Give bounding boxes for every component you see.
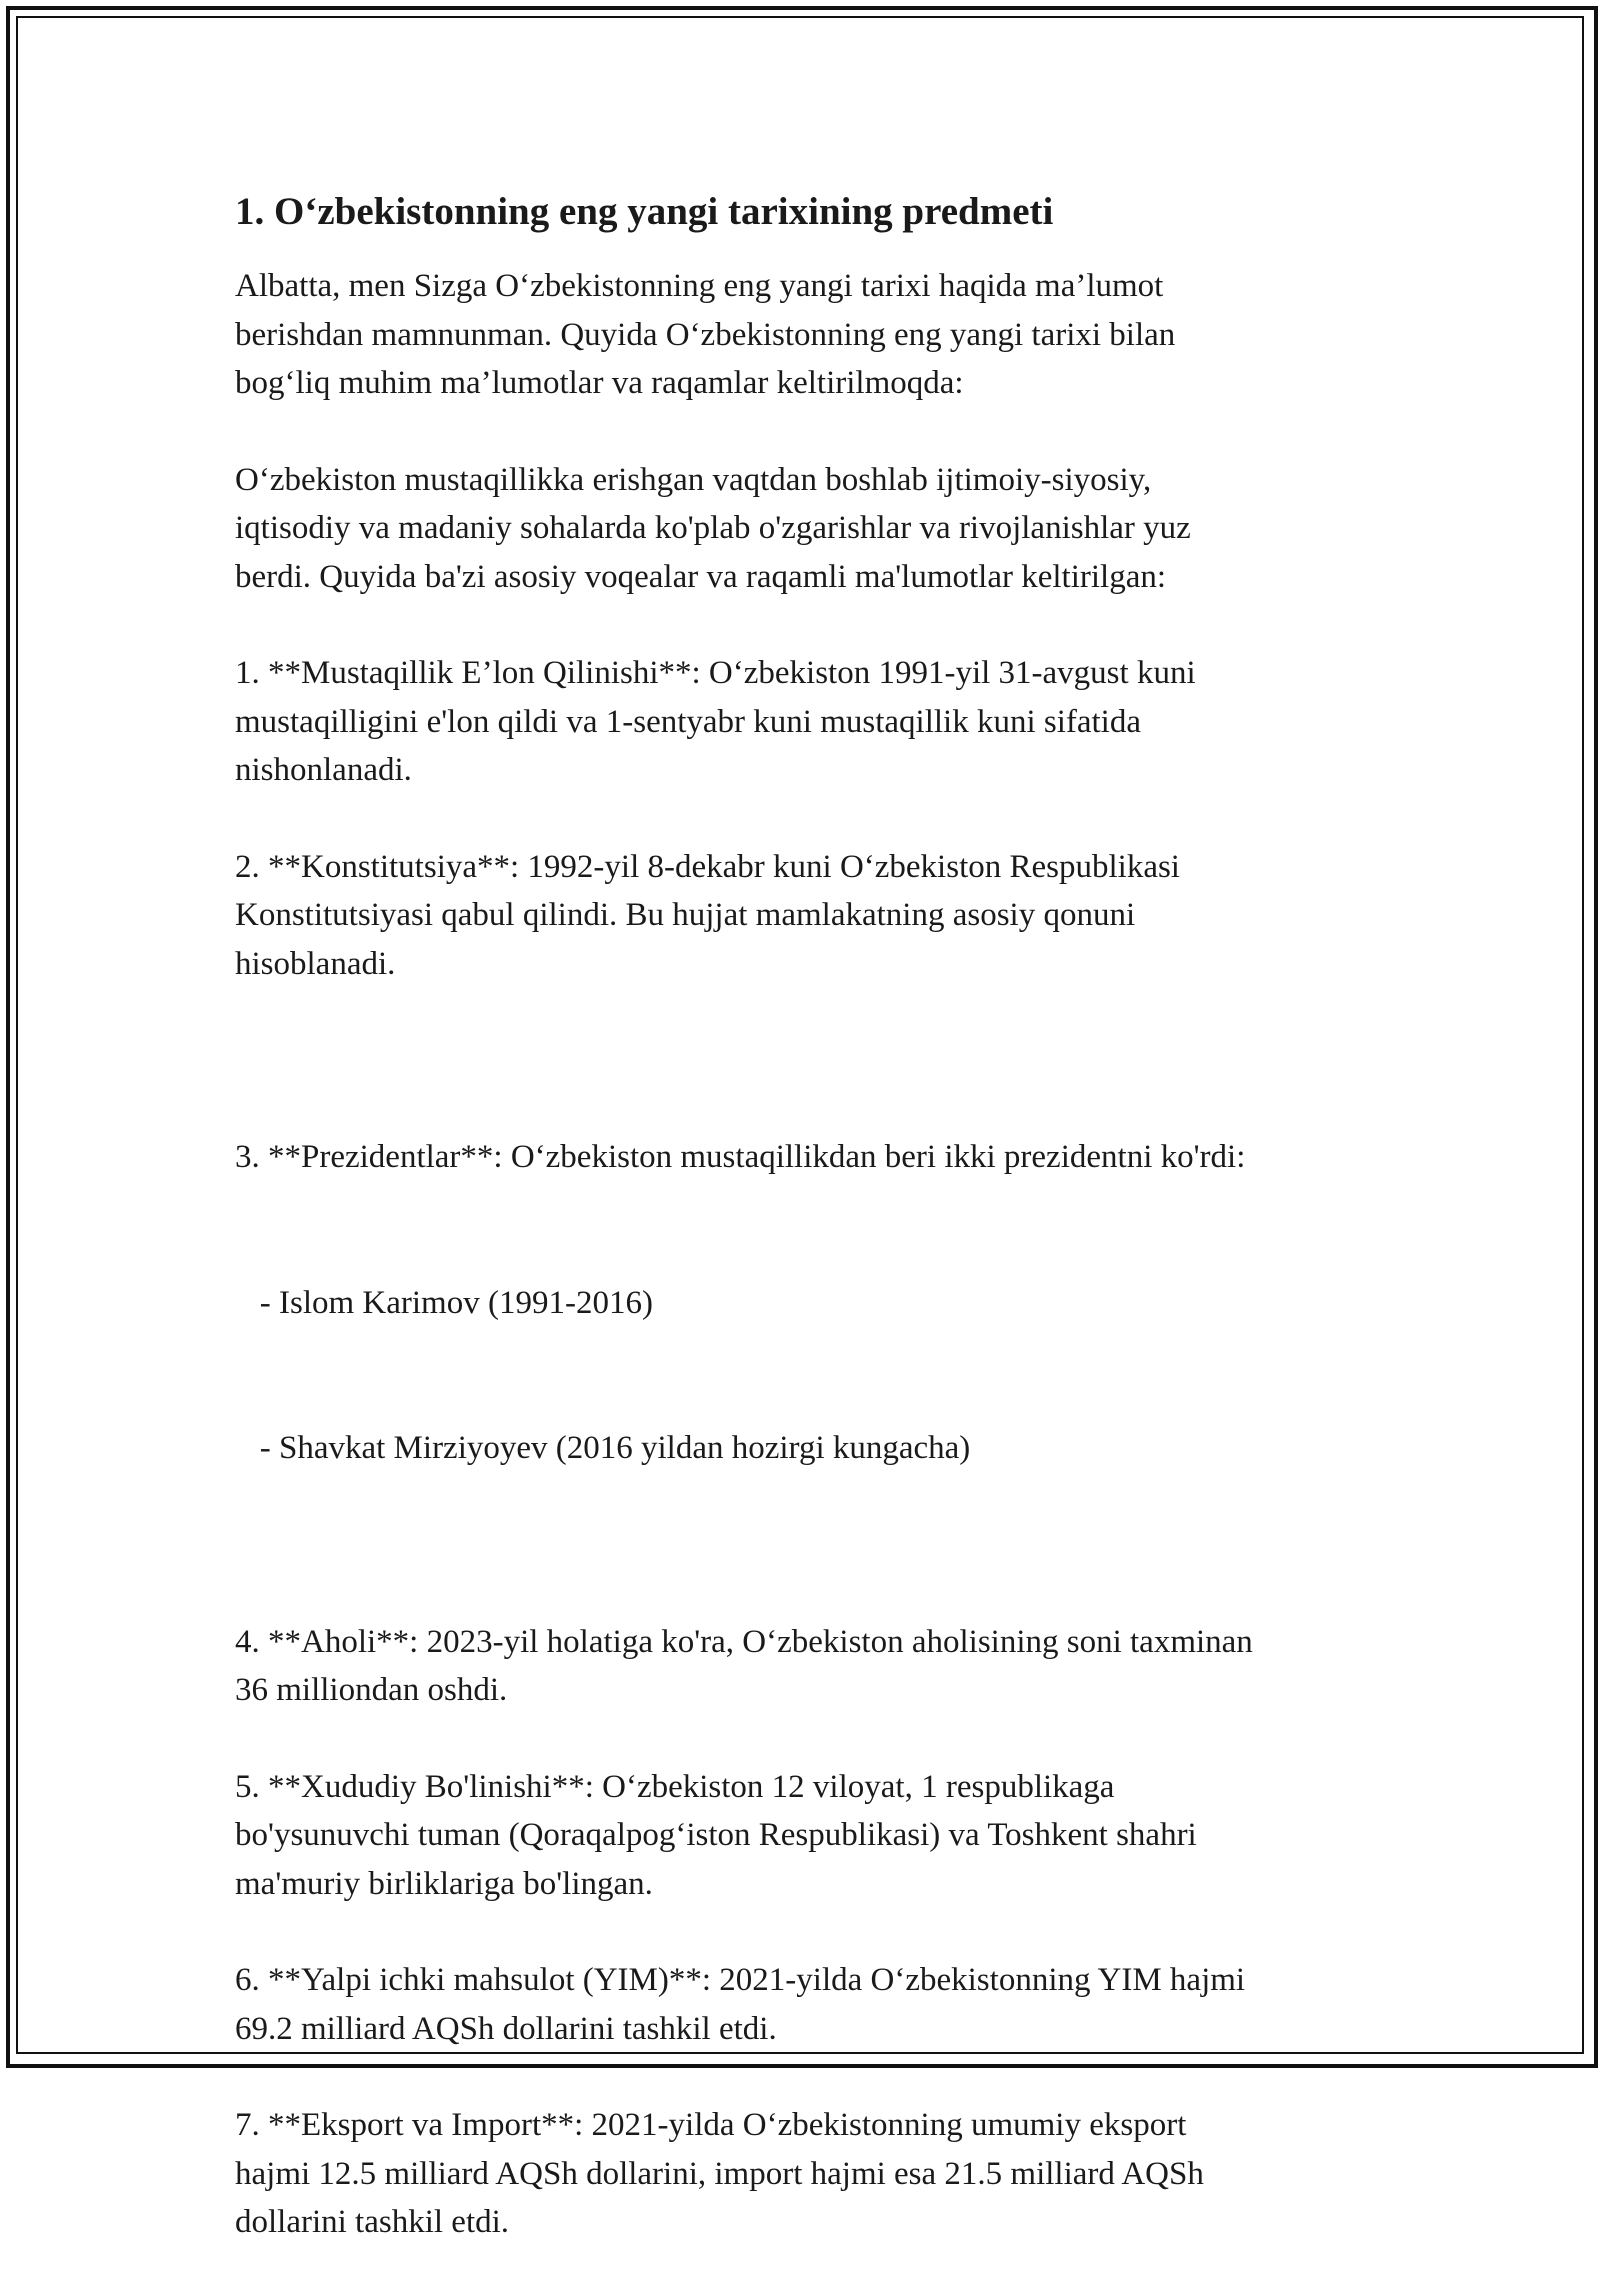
section-title: 1. O‘zbekistonning eng yangi tarixining predmeti [235,190,1054,233]
list-item-independence: 1. **Mustaqillik E’lon Qilinishi**: O‘zbekiston 1991-yil 31-avgust kuni mustaqilligini e'lon qildi va 1-sentyabr kuni mustaqillik kuni sifatida nishonlanadi. [235,655,1196,788]
document-body [235,188,1405,2295]
list-item-export-import: 7. **Eksport va Import**: 2021-yilda O‘zbekistonning umumiy eksport hajmi 12.5 milliard AQSh dollarini, import hajmi esa 21.5 milliard AQSh dollarini tashkil etdi. [235,2107,1204,2240]
list-item-population: 4. **Aholi**: 2023-yil holatiga ko'ra, O‘zbekiston aholisining soni taxminan 36 milliondan oshdi. [235,1623,1253,1708]
president-mirziyoyev: - Shavkat Mirziyoyev (2016 yildan hozirgi kungacha) [235,1430,971,1466]
list-item-territorial-division: 5. **Xududiy Bo'linishi**: O‘zbekiston 12 viloyat, 1 respublikaga bo'ysunuvchi tuman (Qoraqalpog‘iston Respublikasi) va Toshkent shahri ma'muriy birliklariga bo'lingan. [235,1768,1197,1902]
president-karimov: - Islom Karimov (1991-2016) [235,1284,653,1321]
list-item-constitution: 2. **Konstitutsiya**: 1992-yil 8-dekabr kuni O‘zbekiston Respublikasi Konstitutsiyasi qabul qilindi. Bu hujjat mamlakatning asosiy qonuni hisoblanadi. [235,848,1180,982]
facts-list [235,649,1405,2247]
list-item-presidents [235,1036,1405,1570]
presidents-heading: 3. **Prezidentlar**: O‘zbekiston mustaqillikdan beri ikki prezidentni ko'rdi: [235,1139,1246,1175]
summary-paragraph: O‘zbekiston mustaqillikka erishgan vaqtdan boshlab ijtimoiy-siyosiy, iqtisodiy va madaniy sohalarda ko'plab o'zgarishlar va rivojlanishlar yuz berdi. Quyida ba'zi asosiy voqealar va raqamli ma'lumotlar keltirilgan: [235,461,1191,595]
list-item-gdp: 6. **Yalpi ichki mahsulot (YIM)**: 2021-yilda O‘zbekistonning YIM hajmi 69.2 milliard AQSh dollarini tashkil etdi. [235,1962,1246,2047]
intro-paragraph: Albatta, men Sizga O‘zbekistonning eng yangi tarixi haqida ma’lumot berishdan mamnunman. Quyida O‘zbekistonning eng yangi tarixi bilan bog‘liq muhim ma’lumotlar va raqamlar keltirilmoqda: [235,268,1176,401]
